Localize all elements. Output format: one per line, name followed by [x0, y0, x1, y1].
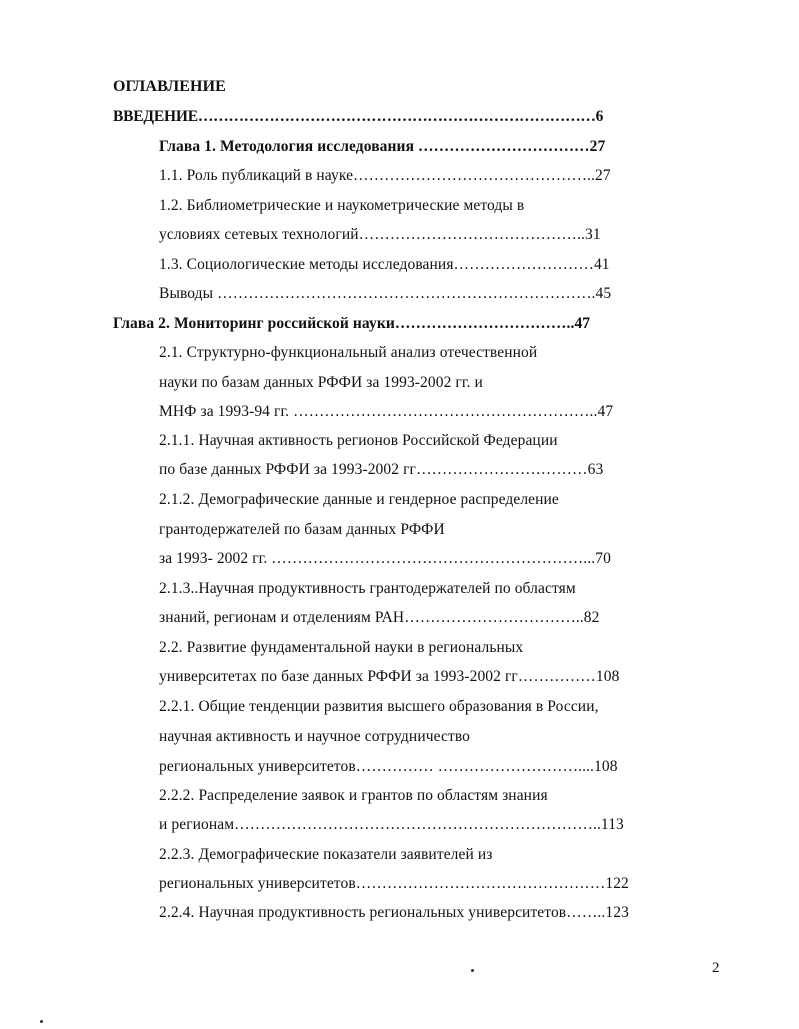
- toc-entry-2-1-line3: МНФ за 1993-94 гг. …………………………………………………..47: [159, 403, 614, 420]
- scan-speck: [471, 969, 474, 972]
- scan-speck: [40, 1020, 43, 1023]
- toc-entry-1-3: 1.3. Социологические методы исследования………………………41: [159, 256, 610, 273]
- toc-entry-2-1-2-line2: грантодержателей по базам данных РФФИ: [159, 521, 445, 538]
- toc-entry-2-2-1-line1: 2.2.1. Общие тенденции развития высшего образования в России,: [159, 698, 599, 715]
- toc-entry-2-1-line2: науки по базам данных РФФИ за 1993-2002 гг. и: [159, 374, 483, 391]
- toc-entry-1-2-line1: 1.2. Библиометрические и наукометрические методы в: [159, 197, 525, 214]
- toc-entry-2-2-line2: университетах по базе данных РФФИ за 1993-2002 гг……………108: [159, 668, 620, 685]
- toc-entry-2-2-3-line1: 2.2.3. Демографические показатели заявителей из: [159, 846, 493, 863]
- toc-entry-2-1-3-line2: знаний, регионам и отделениям РАН……………………………..82: [159, 609, 600, 626]
- toc-entry-2-2-line1: 2.2. Развитие фундаментальной науки в региональных: [159, 639, 524, 656]
- toc-entry-2-2-1-line3: региональных университетов…………… ………………………....108: [159, 758, 618, 775]
- toc-entry-2-1-3-line1: 2.1.3..Научная продуктивность грантодержателей по областям: [159, 580, 576, 597]
- toc-entry-2-2-4: 2.2.4. Научная продуктивность региональных университетов……..123: [159, 904, 629, 921]
- toc-entry-2-1-1-line2: по базе данных РФФИ за 1993-2002 гг……………………………63: [159, 461, 604, 478]
- toc-entry-1-2-line2: условиях сетевых технологий……………………………………..31: [159, 226, 601, 243]
- toc-entry-2-2-2-line2: и регионам……………………………………………………………..113: [159, 816, 624, 833]
- toc-entry-2-1-2-line3: за 1993- 2002 гг. ……………………………………………………...70: [159, 550, 611, 567]
- toc-entry-1-1: 1.1. Роль публикаций в науке………………………………………..27: [159, 167, 611, 184]
- toc-entry-chapter-1: Глава 1. Методология исследования ……………………………27: [159, 138, 606, 155]
- page-number: 2: [712, 960, 720, 976]
- toc-entry-2-1-1-line1: 2.1.1. Научная активность регионов Российской Федерации: [159, 432, 558, 449]
- toc-entry-chapter-2: Глава 2. Мониторинг российской науки……………………………..47: [113, 315, 591, 332]
- toc-entry-2-2-2-line1: 2.2.2. Распределение заявок и грантов по областям знания: [159, 787, 548, 804]
- toc-entry-introduction: ВВЕДЕНИЕ……………………………………………………………………6: [113, 108, 604, 125]
- toc-entry-2-2-3-line2: региональных университетов…………………………………………122: [159, 875, 629, 892]
- toc-entry-conclusions: Выводы ……………………………………………………………….45: [159, 285, 612, 302]
- toc-entry-2-2-1-line2: научная активность и научное сотрудничество: [159, 728, 470, 745]
- toc-heading: ОГЛАВЛЕНИЕ: [113, 78, 226, 95]
- toc-entry-2-1-2-line1: 2.1.2. Демографические данные и гендерное распределение: [159, 491, 559, 508]
- toc-entry-2-1-line1: 2.1. Структурно-функциональный анализ отечественной: [159, 344, 538, 361]
